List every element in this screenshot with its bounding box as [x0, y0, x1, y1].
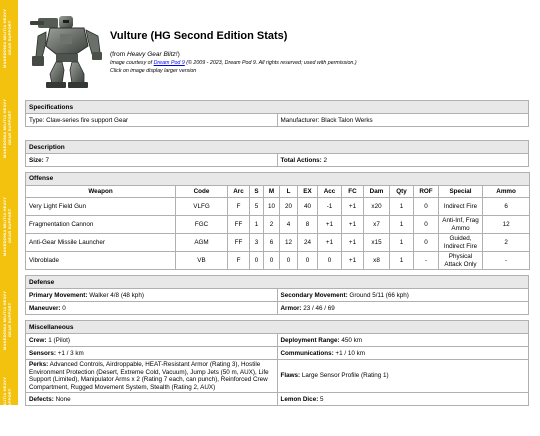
weapon-cell: 1 — [250, 216, 264, 234]
source-book: Heavy Gear Blitz! — [126, 51, 178, 58]
crew-value: 1 (Pilot) — [46, 336, 70, 344]
offense-column-header: Acc — [318, 186, 342, 198]
lemon-dice-value: 5 — [318, 395, 324, 403]
manufacturer-value: Black Talon Werks — [319, 116, 373, 124]
weapon-cell: Very Light Field Gun — [26, 198, 176, 216]
offense-column-header: L — [280, 186, 298, 198]
weapon-cell: 0 — [414, 216, 439, 234]
weapon-cell: 24 — [298, 234, 318, 252]
perks-cell — [26, 360, 278, 393]
weapon-cell: 4 — [280, 216, 298, 234]
weapon-cell: F — [228, 198, 250, 216]
manufacturer-label: Manufacturer: — [280, 116, 320, 124]
weapon-row — [26, 252, 530, 270]
sensors-cell — [26, 347, 278, 360]
defects-cell — [26, 393, 278, 406]
offense-column-header: Dam — [364, 186, 390, 198]
maneuver-label: Maneuver: — [29, 304, 61, 312]
weapon-cell: 1 — [390, 216, 414, 234]
actions-label: Total Actions: — [280, 156, 322, 164]
primary-movement-cell — [26, 289, 278, 302]
weapon-cell: 0 — [264, 252, 280, 270]
size-cell — [26, 154, 278, 167]
credit-prefix: Image courtesy of — [110, 60, 154, 66]
description-table — [25, 140, 529, 167]
lemon-dice-cell — [277, 393, 529, 406]
weapon-cell: +1 — [342, 198, 364, 216]
section-heading: Miscellaneous — [26, 321, 529, 334]
miscellaneous-table — [25, 320, 529, 406]
weapon-row — [26, 198, 530, 216]
gear-robot-icon — [26, 12, 108, 90]
weapon-cell: F — [228, 252, 250, 270]
credit-suffix: (© 2009 - 2023, Dream Pod 9. All rights reserved; used with permission.) — [184, 60, 357, 66]
weapon-cell: VLFG — [176, 198, 228, 216]
site-sidebar — [0, 0, 18, 436]
offense-column-header: FC — [342, 186, 364, 198]
offense-column-header: Arc — [228, 186, 250, 198]
weapon-cell: 12 — [483, 216, 530, 234]
page-title: Vulture (HG Second Edition Stats) — [110, 30, 288, 42]
weapon-cell: Anti-Inf, Frag Ammo — [439, 216, 483, 234]
source-line — [110, 51, 180, 58]
weapon-cell: - — [483, 252, 530, 270]
deployment-value: 450 km — [339, 336, 363, 344]
offense-header-row — [26, 186, 530, 198]
offense-column-header: Qty — [390, 186, 414, 198]
weapon-cell: 1 — [390, 198, 414, 216]
defects-label: Defects: — [29, 395, 54, 403]
maneuver-cell — [26, 302, 278, 315]
weapon-cell: FF — [228, 216, 250, 234]
deployment-label: Deployment Range: — [280, 336, 340, 344]
weapon-cell: x20 — [364, 198, 390, 216]
offense-column-header: EX — [298, 186, 318, 198]
weapon-cell: -1 — [318, 198, 342, 216]
defects-value: None — [53, 395, 71, 403]
communications-label: Communications: — [280, 349, 334, 357]
offense-column-header: Weapon — [26, 186, 176, 198]
weapon-cell: Fragmentation Cannon — [26, 216, 176, 234]
offense-column-header: M — [264, 186, 280, 198]
type-cell — [26, 114, 278, 127]
sidebar-tag: MAKEDONIA MILITIA HEAVY GEAR SUPPORT — [2, 98, 12, 158]
crew-cell — [26, 334, 278, 347]
weapon-cell: 3 — [250, 234, 264, 252]
type-value: Claw-series fire support Gear — [44, 116, 129, 124]
maneuver-value: 0 — [60, 304, 66, 312]
weapon-cell: x7 — [364, 216, 390, 234]
actions-value: 2 — [321, 156, 328, 164]
weapon-cell: AGM — [176, 234, 228, 252]
weapon-cell: 0 — [318, 252, 342, 270]
perks-value: Advanced Controls, Airdroppable, HEAT-Resistant Armor (Rating 3), Hostile Environment Protection (Desert, Extreme Cold, Vacuum), Jump Jets (50 m, AUX), Life Support (Limited), Manipulator Arms x 2 (Rating 7 each, can punch), Reinforced Crew Compartment, Rugged Movement System, Stealth (Rating 2, AUX) — [29, 361, 269, 391]
dream-pod-9-link[interactable]: Dream Pod 9 — [153, 60, 185, 66]
offense-column-header: Special — [439, 186, 483, 198]
armor-label: Armor: — [280, 304, 302, 312]
flaws-label: Flaws: — [280, 372, 301, 380]
offense-column-header: Code — [176, 186, 228, 198]
specifications-table — [25, 100, 529, 127]
size-value: 7 — [43, 156, 49, 164]
weapon-cell: 40 — [298, 198, 318, 216]
weapon-cell: Vibroblade — [26, 252, 176, 270]
weapon-cell: FF — [228, 234, 250, 252]
weapon-row — [26, 234, 530, 252]
offense-table — [25, 172, 530, 270]
click-hint: Click on image display larger version — [110, 68, 197, 74]
weapon-cell: +1 — [318, 234, 342, 252]
weapon-cell: 20 — [280, 198, 298, 216]
communications-cell — [277, 347, 529, 360]
source-prefix: (from — [110, 51, 127, 58]
weapon-cell: FGC — [176, 216, 228, 234]
lemon-dice-label: Lemon Dice: — [280, 395, 319, 403]
flaws-cell — [277, 360, 529, 393]
communications-value: +1 / 10 km — [333, 349, 366, 357]
primary-movement-label: Primary Movement: — [29, 291, 88, 299]
unit-image[interactable] — [26, 12, 108, 90]
weapon-cell: 6 — [483, 198, 530, 216]
source-suffix: ) — [177, 51, 180, 58]
section-heading: Defense — [26, 276, 529, 289]
weapon-cell: 0 — [414, 234, 439, 252]
weapon-cell: Anti-Gear Missile Launcher — [26, 234, 176, 252]
section-heading: Specifications — [26, 101, 529, 114]
offense-column-header: Ammo — [483, 186, 530, 198]
section-heading: Description — [26, 141, 529, 154]
manufacturer-cell — [277, 114, 529, 127]
weapon-row — [26, 216, 530, 234]
actions-cell — [277, 154, 529, 167]
weapon-cell: x8 — [364, 252, 390, 270]
weapon-cell: VB — [176, 252, 228, 270]
weapon-cell: 5 — [250, 198, 264, 216]
weapon-cell: Physical Attack Only — [439, 252, 483, 270]
deployment-cell — [277, 334, 529, 347]
offense-column-header: ROF — [414, 186, 439, 198]
weapon-cell: +1 — [318, 216, 342, 234]
weapon-cell: - — [414, 252, 439, 270]
flaws-value: Large Sensor Profile (Rating 1) — [300, 372, 389, 380]
offense-column-header: S — [250, 186, 264, 198]
weapon-cell: 0 — [250, 252, 264, 270]
weapon-cell: 0 — [298, 252, 318, 270]
weapon-cell: 2 — [483, 234, 530, 252]
perks-label: Perks: — [29, 361, 49, 368]
sensors-label: Sensors: — [29, 349, 56, 357]
crew-label: Crew: — [29, 336, 47, 344]
weapon-cell: 1 — [390, 252, 414, 270]
weapon-cell: +1 — [342, 234, 364, 252]
weapon-cell: 0 — [414, 198, 439, 216]
sidebar-tag: MAKEDONIA MILITIA HEAVY GEAR SUPPORT — [2, 376, 12, 436]
section-heading: Offense — [26, 173, 530, 186]
secondary-movement-label: Secondary Movement: — [280, 291, 348, 299]
weapon-cell: +1 — [342, 216, 364, 234]
defense-table — [25, 275, 529, 315]
armor-value: 23 / 46 / 69 — [301, 304, 335, 312]
image-credit — [110, 60, 357, 66]
secondary-movement-cell — [277, 289, 529, 302]
armor-cell — [277, 302, 529, 315]
sidebar-tag: MAKEDONIA MILITIA HEAVY GEAR SUPPORT — [2, 290, 12, 350]
unit-header — [26, 12, 526, 92]
type-label: Type: — [29, 116, 45, 124]
weapon-cell: +1 — [342, 252, 364, 270]
weapon-cell: 0 — [280, 252, 298, 270]
weapon-cell: 2 — [264, 216, 280, 234]
weapon-cell: x15 — [364, 234, 390, 252]
weapon-cell: Guided, Indirect Fire — [439, 234, 483, 252]
weapon-cell: 8 — [298, 216, 318, 234]
sidebar-tag: MAKEDONIA MILITIA HEAVY GEAR SUPPORT — [2, 196, 12, 256]
weapon-cell: 6 — [264, 234, 280, 252]
sidebar-tag: MAKEDONIA MILITIA HEAVY GEAR SUPPORT — [2, 8, 12, 68]
weapon-cell: Indirect Fire — [439, 198, 483, 216]
size-label: Size: — [29, 156, 44, 164]
primary-movement-value: Walker 4/8 (48 kph) — [87, 291, 144, 299]
weapon-cell: 1 — [390, 234, 414, 252]
secondary-movement-value: Ground 5/11 (66 kph) — [347, 291, 409, 299]
sensors-value: +1 / 3 km — [55, 349, 84, 357]
weapon-cell: 10 — [264, 198, 280, 216]
weapon-cell: 12 — [280, 234, 298, 252]
offense-body — [26, 198, 530, 270]
